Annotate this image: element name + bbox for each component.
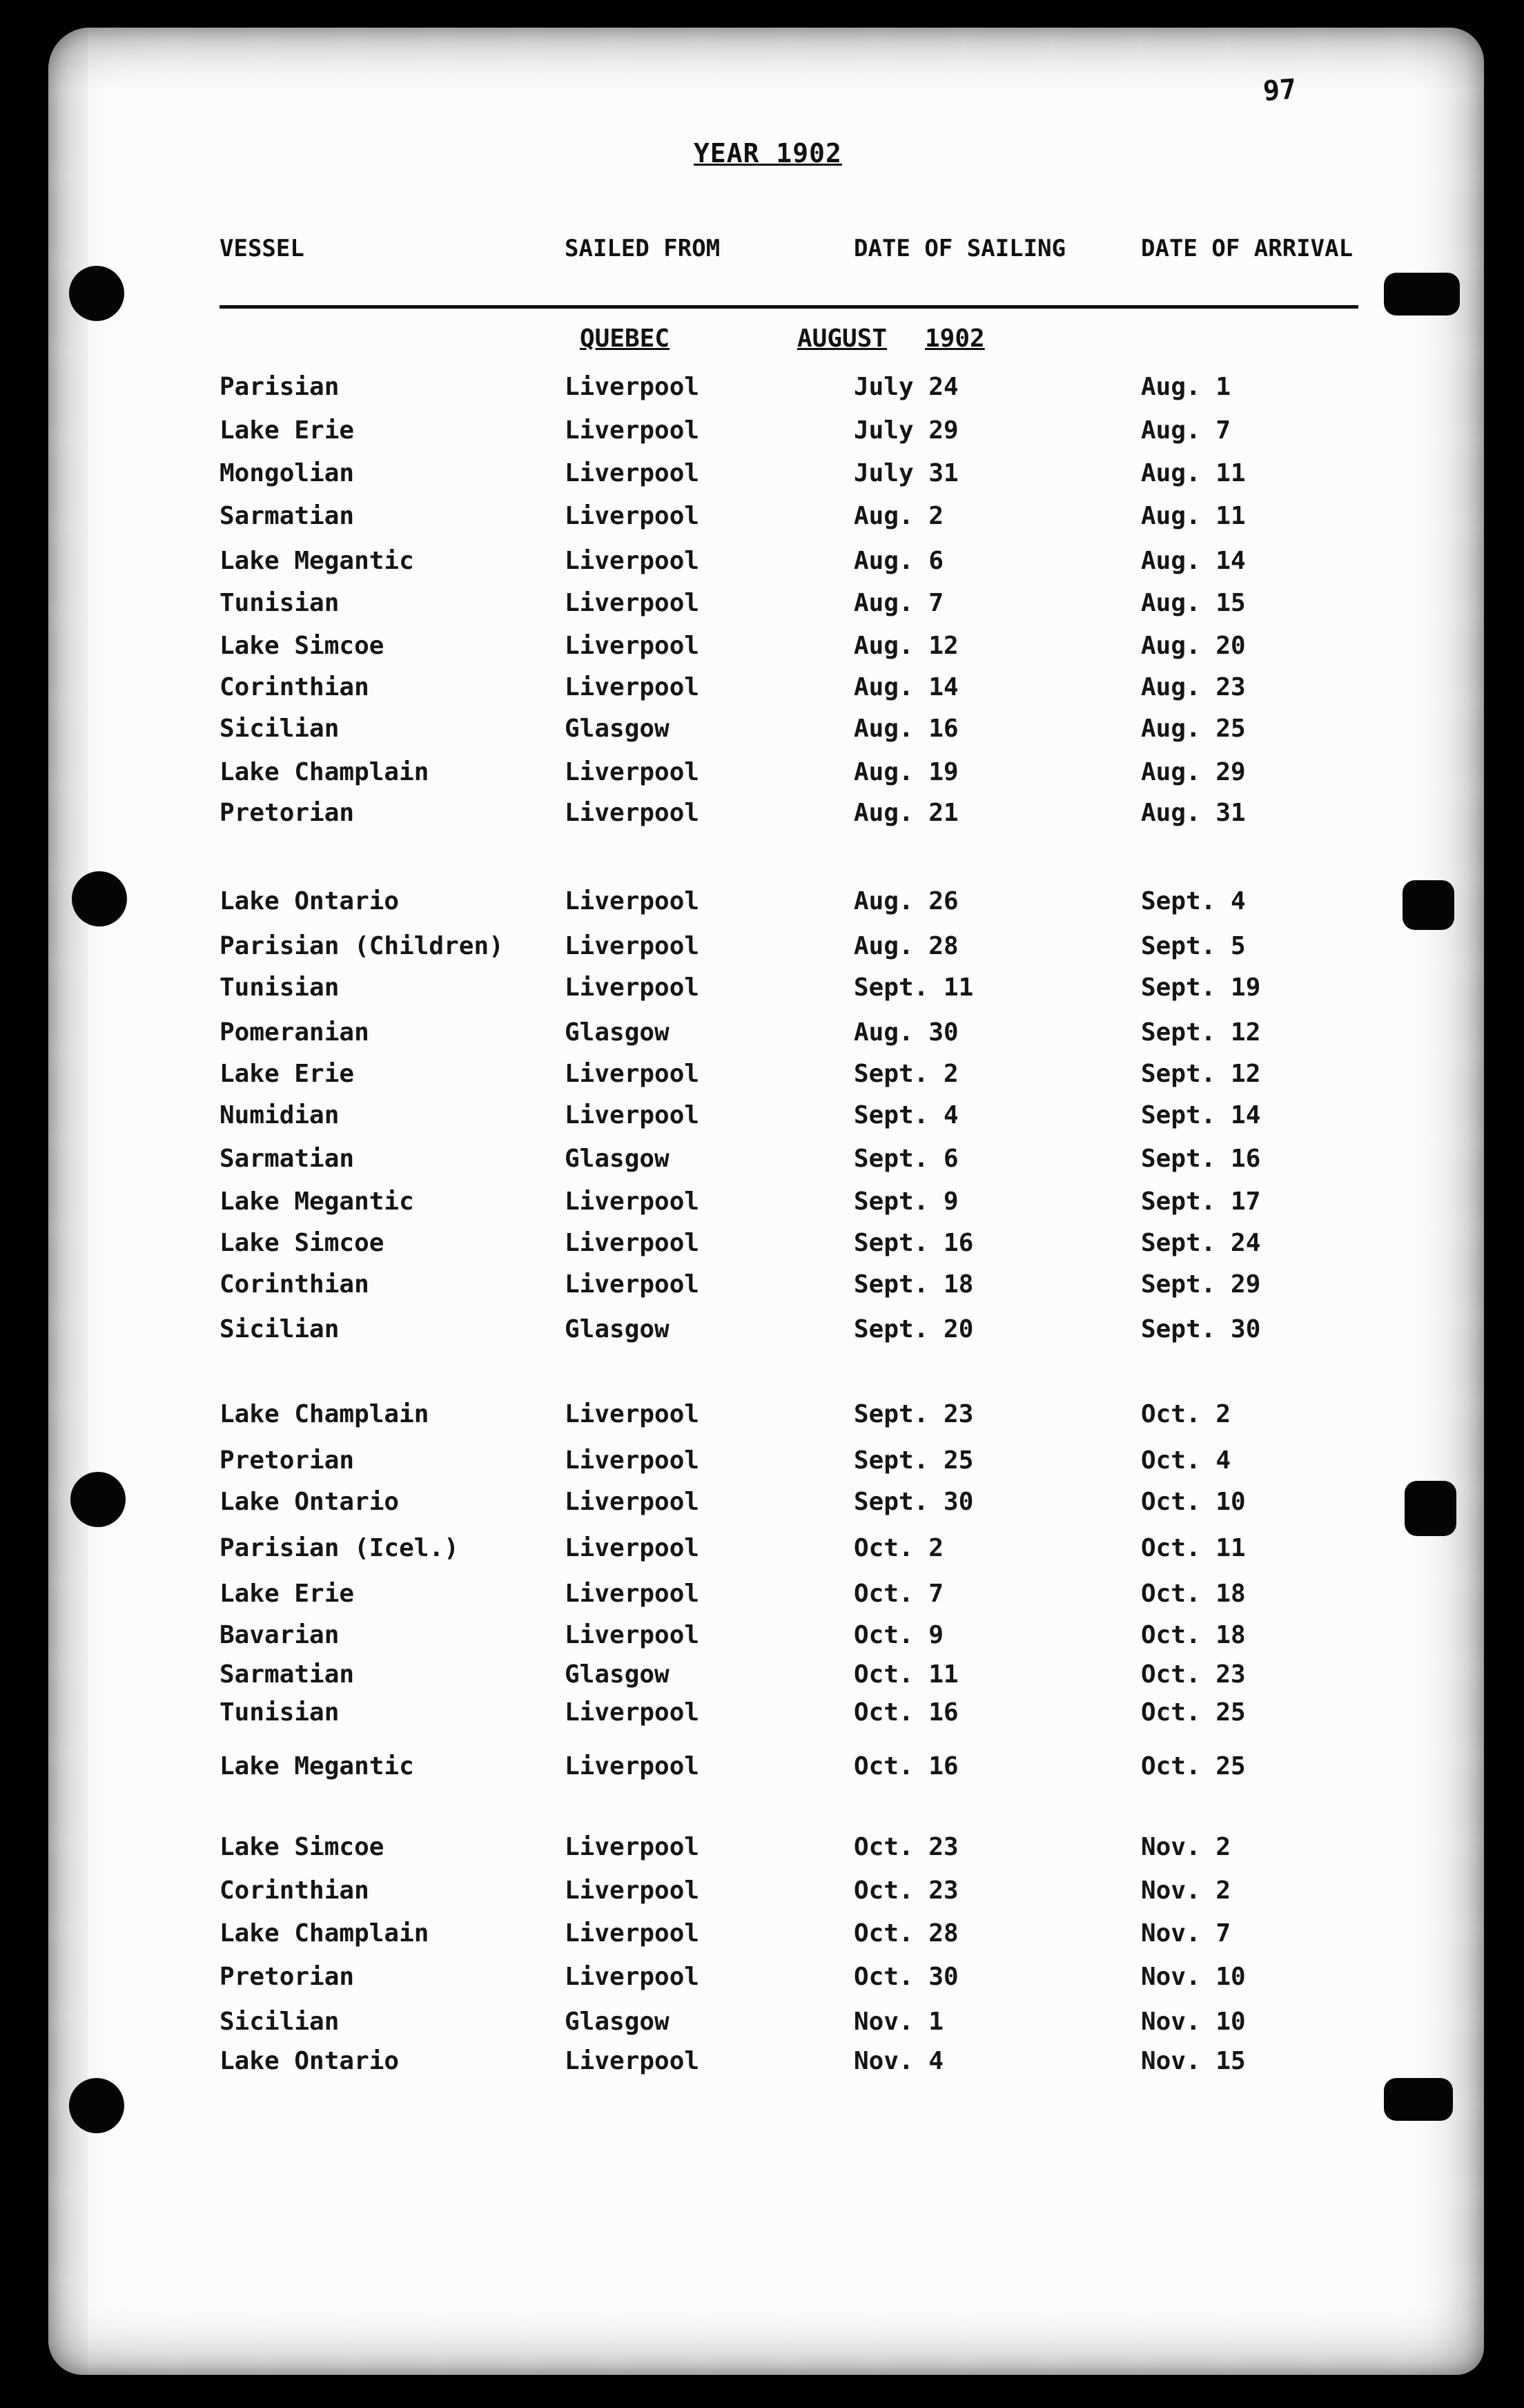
date-of-arrival: Aug. 31 (1141, 799, 1246, 827)
date-of-arrival: Sept. 16 (1141, 1145, 1261, 1173)
table-row (0, 547, 1524, 581)
table-row (0, 1580, 1524, 1614)
sailed-from: Liverpool (565, 1229, 700, 1257)
table-row (0, 1315, 1524, 1350)
header-rule (219, 305, 1358, 309)
date-of-sailing: Oct. 16 (854, 1752, 959, 1780)
table-row (0, 589, 1524, 623)
sailed-from: Liverpool (565, 1580, 700, 1608)
date-of-sailing: Aug. 28 (854, 932, 959, 960)
sailed-from: Liverpool (565, 373, 700, 401)
sailed-from: Glasgow (565, 2008, 670, 2036)
date-of-arrival: Aug. 25 (1141, 715, 1246, 743)
date-of-sailing: Aug. 21 (854, 799, 959, 827)
sailed-from: Liverpool (565, 932, 700, 960)
date-of-sailing: Sept. 18 (854, 1270, 974, 1299)
section-port: QUEBEC (580, 324, 670, 353)
sailed-from: Liverpool (565, 887, 700, 915)
date-of-arrival: Sept. 30 (1141, 1315, 1261, 1343)
date-of-sailing: July 29 (854, 416, 959, 445)
date-of-arrival: Aug. 20 (1141, 632, 1246, 660)
date-of-sailing: Aug. 6 (854, 547, 944, 575)
vessel-name: Corinthian (219, 1270, 369, 1299)
date-of-arrival: Sept. 5 (1141, 932, 1246, 960)
table-row (0, 1145, 1524, 1179)
date-of-arrival: Sept. 4 (1141, 887, 1246, 915)
date-of-arrival: Aug. 29 (1141, 758, 1246, 786)
page-number: 97 (1262, 73, 1298, 108)
date-of-arrival: Nov. 2 (1141, 1876, 1231, 1905)
vessel-name: Lake Ontario (219, 2047, 400, 2075)
sailed-from: Liverpool (565, 416, 700, 445)
sailed-from: Liverpool (565, 459, 700, 487)
sailed-from: Liverpool (565, 1963, 700, 1991)
date-of-sailing: Oct. 11 (854, 1660, 959, 1689)
date-of-sailing: Sept. 25 (854, 1446, 974, 1475)
date-of-sailing: Sept. 16 (854, 1229, 974, 1257)
header-vessel: VESSEL (219, 235, 304, 262)
vessel-name: Corinthian (219, 673, 369, 701)
sailed-from: Liverpool (565, 1270, 700, 1299)
table-row (0, 632, 1524, 666)
table-row (0, 416, 1524, 451)
table-row (0, 1187, 1524, 1222)
date-of-sailing: Sept. 23 (854, 1400, 974, 1428)
sailed-from: Liverpool (565, 1488, 700, 1516)
date-of-arrival: Nov. 10 (1141, 1963, 1246, 1991)
date-of-arrival: Sept. 17 (1141, 1187, 1261, 1216)
date-of-sailing: Oct. 28 (854, 1919, 959, 1948)
sailed-from: Glasgow (565, 1315, 670, 1343)
sailed-from: Liverpool (565, 673, 700, 701)
date-of-sailing: Aug. 2 (854, 502, 944, 530)
table-row (0, 1229, 1524, 1263)
sailed-from: Liverpool (565, 1534, 700, 1562)
date-of-sailing: Oct. 23 (854, 1833, 959, 1861)
date-of-sailing: Aug. 30 (854, 1018, 959, 1047)
sailed-from: Liverpool (565, 1919, 700, 1948)
date-of-sailing: Aug. 26 (854, 887, 959, 915)
date-of-sailing: Aug. 7 (854, 589, 944, 617)
date-of-sailing: Aug. 19 (854, 758, 959, 786)
date-of-arrival: Oct. 23 (1141, 1660, 1246, 1689)
table-row (0, 1621, 1524, 1656)
sailed-from: Liverpool (565, 799, 700, 827)
vessel-name: Parisian (Icel.) (219, 1534, 459, 1562)
date-of-arrival: Sept. 12 (1141, 1018, 1261, 1047)
vessel-name: Sarmatian (219, 1145, 355, 1173)
vessel-name: Lake Megantic (219, 547, 414, 575)
date-of-sailing: July 31 (854, 459, 959, 487)
table-row (0, 1446, 1524, 1481)
date-of-arrival: Sept. 24 (1141, 1229, 1261, 1257)
vessel-name: Lake Megantic (219, 1187, 414, 1216)
section-month: AUGUST (797, 324, 888, 353)
date-of-arrival: Aug. 15 (1141, 589, 1246, 617)
binder-tab-4 (1384, 2078, 1453, 2121)
table-row (0, 1660, 1524, 1695)
page-title: YEAR 1902 (694, 138, 842, 168)
table-row (0, 1752, 1524, 1787)
table-row (0, 1400, 1524, 1435)
table-row (0, 1534, 1524, 1569)
vessel-name: Mongolian (219, 459, 355, 487)
date-of-arrival: Nov. 7 (1141, 1919, 1231, 1948)
sailed-from: Liverpool (565, 1621, 700, 1649)
vessel-name: Numidian (219, 1101, 340, 1129)
date-of-arrival: Oct. 11 (1141, 1534, 1246, 1562)
sailed-from: Liverpool (565, 1876, 700, 1905)
vessel-name: Lake Simcoe (219, 1833, 384, 1861)
table-row (0, 2047, 1524, 2081)
date-of-sailing: Oct. 2 (854, 1534, 944, 1562)
table-row (0, 1101, 1524, 1136)
sailed-from: Liverpool (565, 2047, 700, 2075)
date-of-arrival: Oct. 10 (1141, 1488, 1246, 1516)
table-row (0, 673, 1524, 708)
vessel-name: Lake Simcoe (219, 1229, 384, 1257)
header-date-of-arrival: DATE OF ARRIVAL (1141, 235, 1354, 262)
vessel-name: Lake Champlain (219, 1919, 429, 1948)
vessel-name: Lake Ontario (219, 887, 400, 915)
date-of-arrival: Nov. 15 (1141, 2047, 1246, 2075)
sailed-from: Liverpool (565, 1187, 700, 1216)
sailed-from: Liverpool (565, 1752, 700, 1780)
header-date-of-sailing: DATE OF SAILING (854, 235, 1066, 262)
sailed-from: Glasgow (565, 1145, 670, 1173)
date-of-arrival: Aug. 14 (1141, 547, 1246, 575)
date-of-arrival: Sept. 12 (1141, 1060, 1261, 1088)
vessel-name: Pretorian (219, 1446, 355, 1475)
date-of-sailing: Aug. 12 (854, 632, 959, 660)
date-of-arrival: Sept. 14 (1141, 1101, 1261, 1129)
vessel-name: Sicilian (219, 2008, 340, 2036)
vessel-name: Sicilian (219, 715, 340, 743)
vessel-name: Lake Erie (219, 1060, 355, 1088)
date-of-arrival: Aug. 23 (1141, 673, 1246, 701)
vessel-name: Parisian (219, 373, 340, 401)
table-row (0, 1060, 1524, 1094)
sailed-from: Liverpool (565, 1101, 700, 1129)
vessel-name: Lake Megantic (219, 1752, 414, 1780)
date-of-sailing: Aug. 16 (854, 715, 959, 743)
sailed-from: Liverpool (565, 1060, 700, 1088)
sailed-from: Liverpool (565, 973, 700, 1002)
vessel-name: Lake Ontario (219, 1488, 400, 1516)
date-of-sailing: Oct. 16 (854, 1698, 959, 1727)
sailed-from: Liverpool (565, 502, 700, 530)
date-of-sailing: Nov. 4 (854, 2047, 944, 2075)
vessel-name: Tunisian (219, 973, 340, 1002)
sailed-from: Liverpool (565, 758, 700, 786)
date-of-arrival: Oct. 25 (1141, 1698, 1246, 1727)
table-row (0, 887, 1524, 922)
vessel-name: Corinthian (219, 1876, 369, 1905)
vessel-name: Bavarian (219, 1621, 340, 1649)
date-of-arrival: Aug. 11 (1141, 459, 1246, 487)
vessel-name: Pretorian (219, 1963, 355, 1991)
vessel-name: Lake Erie (219, 1580, 355, 1608)
vessel-name: Lake Erie (219, 416, 355, 445)
punch-hole-4 (69, 2078, 124, 2133)
table-row (0, 1270, 1524, 1305)
date-of-sailing: Sept. 4 (854, 1101, 959, 1129)
sailed-from: Liverpool (565, 589, 700, 617)
date-of-arrival: Aug. 7 (1141, 416, 1231, 445)
date-of-arrival: Oct. 2 (1141, 1400, 1231, 1428)
vessel-name: Sicilian (219, 1315, 340, 1343)
date-of-sailing: Sept. 20 (854, 1315, 974, 1343)
table-row (0, 1488, 1524, 1522)
date-of-arrival: Aug. 11 (1141, 502, 1246, 530)
vessel-name: Pretorian (219, 799, 355, 827)
header-sailed-from: SAILED FROM (565, 235, 721, 262)
table-row (0, 1963, 1524, 1997)
date-of-arrival: Oct. 25 (1141, 1752, 1246, 1780)
table-row (0, 459, 1524, 494)
table-row (0, 1698, 1524, 1733)
table-row (0, 973, 1524, 1008)
sailed-from: Liverpool (565, 1698, 700, 1727)
date-of-sailing: Nov. 1 (854, 2008, 944, 2036)
vessel-name: Lake Simcoe (219, 632, 384, 660)
table-row (0, 1876, 1524, 1911)
table-row (0, 799, 1524, 833)
sailed-from: Liverpool (565, 632, 700, 660)
table-row (0, 2008, 1524, 2042)
date-of-sailing: Sept. 6 (854, 1145, 959, 1173)
binder-tab-1 (1384, 273, 1460, 315)
date-of-sailing: Sept. 30 (854, 1488, 974, 1516)
sailed-from: Liverpool (565, 1833, 700, 1861)
table-row (0, 715, 1524, 749)
table-row (0, 932, 1524, 967)
sailed-from: Liverpool (565, 547, 700, 575)
vessel-name: Sarmatian (219, 1660, 355, 1689)
vessel-name: Lake Champlain (219, 758, 429, 786)
date-of-sailing: July 24 (854, 373, 959, 401)
table-row (0, 1919, 1524, 1954)
punch-hole-1 (69, 266, 124, 321)
vessel-name: Pomeranian (219, 1018, 369, 1047)
sailed-from: Glasgow (565, 1660, 670, 1689)
table-row (0, 1018, 1524, 1053)
date-of-arrival: Sept. 19 (1141, 973, 1261, 1002)
table-row (0, 373, 1524, 407)
date-of-sailing: Sept. 11 (854, 973, 974, 1002)
sailed-from: Glasgow (565, 1018, 670, 1047)
date-of-sailing: Oct. 30 (854, 1963, 959, 1991)
date-of-arrival: Sept. 29 (1141, 1270, 1261, 1299)
table-row (0, 1833, 1524, 1867)
vessel-name: Parisian (Children) (219, 932, 504, 960)
date-of-sailing: Aug. 14 (854, 673, 959, 701)
date-of-sailing: Sept. 9 (854, 1187, 959, 1216)
date-of-arrival: Oct. 18 (1141, 1621, 1246, 1649)
vessel-name: Tunisian (219, 1698, 340, 1727)
date-of-arrival: Nov. 2 (1141, 1833, 1231, 1861)
vessel-name: Lake Champlain (219, 1400, 429, 1428)
date-of-arrival: Oct. 18 (1141, 1580, 1246, 1608)
date-of-arrival: Nov. 10 (1141, 2008, 1246, 2036)
date-of-sailing: Oct. 9 (854, 1621, 944, 1649)
section-year: 1902 (925, 324, 985, 353)
sailed-from: Liverpool (565, 1446, 700, 1475)
date-of-sailing: Oct. 23 (854, 1876, 959, 1905)
table-row (0, 502, 1524, 536)
sailed-from: Liverpool (565, 1400, 700, 1428)
date-of-sailing: Oct. 7 (854, 1580, 944, 1608)
sailed-from: Glasgow (565, 715, 670, 743)
table-row (0, 758, 1524, 793)
vessel-name: Sarmatian (219, 502, 355, 530)
vessel-name: Tunisian (219, 589, 340, 617)
date-of-sailing: Sept. 2 (854, 1060, 959, 1088)
date-of-arrival: Aug. 1 (1141, 373, 1231, 401)
date-of-arrival: Oct. 4 (1141, 1446, 1231, 1475)
